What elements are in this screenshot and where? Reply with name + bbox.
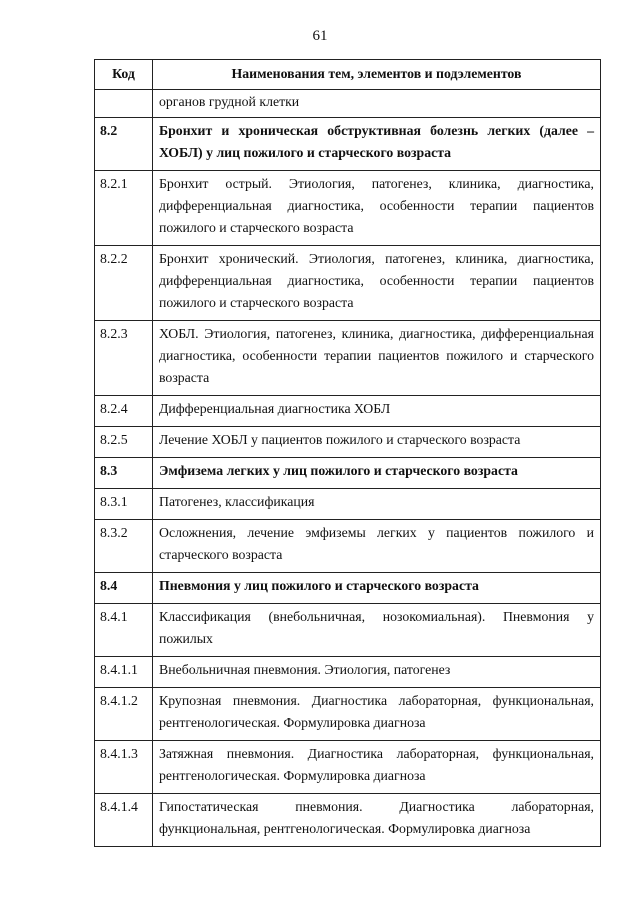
table-row [95, 246, 601, 321]
row-code: 8.3 [95, 458, 153, 489]
row-text: Гипостатическая пневмония. Диагностика лабораторная, функциональная, рентгенологическая. Формулировка диагноза [153, 794, 601, 847]
row-text: Бронхит хронический. Этиология, патогенез, клиника, диагностика, дифференциальная диагностика, особенности терапии пациентов пожилого и старческого возраста [153, 246, 601, 321]
table-row [95, 427, 601, 458]
row-code [95, 90, 153, 118]
row-text: Дифференциальная диагностика ХОБЛ [153, 396, 601, 427]
row-code: 8.2.3 [95, 321, 153, 396]
row-code: 8.3.1 [95, 489, 153, 520]
row-text: Патогенез, классификация [153, 489, 601, 520]
row-code: 8.2.5 [95, 427, 153, 458]
table-row [95, 604, 601, 657]
table-row [95, 90, 601, 118]
page-number: 61 [312, 28, 328, 44]
header-code: Код [95, 60, 153, 90]
row-text: Лечение ХОБЛ у пациентов пожилого и старческого возраста [153, 427, 601, 458]
row-text: Бронхит и хроническая обструктивная болезнь легких (далее – ХОБЛ) у лиц пожилого и старческого возраста [153, 118, 601, 171]
row-code: 8.4.1.4 [95, 794, 153, 847]
table-row [95, 489, 601, 520]
table-row [95, 520, 601, 573]
table-row [95, 657, 601, 688]
row-code: 8.4 [95, 573, 153, 604]
table-row [95, 794, 601, 847]
row-text: Бронхит острый. Этиология, патогенез, клиника, диагностика, дифференциальная диагностика, особенности терапии пациентов пожилого и старческого возраста [153, 171, 601, 246]
table-row [95, 321, 601, 396]
row-code: 8.2.1 [95, 171, 153, 246]
curriculum-table [94, 59, 601, 847]
table-row [95, 741, 601, 794]
row-code: 8.4.1.2 [95, 688, 153, 741]
row-code: 8.2 [95, 118, 153, 171]
row-text: Эмфизема легких у лиц пожилого и старческого возраста [153, 458, 601, 489]
row-text: ХОБЛ. Этиология, патогенез, клиника, диагностика, дифференциальная диагностика, особенности терапии пациентов пожилого и старческого возраста [153, 321, 601, 396]
row-code: 8.2.4 [95, 396, 153, 427]
row-code: 8.4.1.1 [95, 657, 153, 688]
row-text: Крупозная пневмония. Диагностика лабораторная, функциональная, рентгенологическая. Формулировка диагноза [153, 688, 601, 741]
row-code: 8.4.1 [95, 604, 153, 657]
row-code: 8.3.2 [95, 520, 153, 573]
table-row [95, 573, 601, 604]
table-header-row [95, 60, 601, 90]
table-row [95, 458, 601, 489]
row-code: 8.4.1.3 [95, 741, 153, 794]
table-body [95, 90, 601, 847]
table-row [95, 396, 601, 427]
row-text: Осложнения, лечение эмфиземы легких у пациентов пожилого и старческого возраста [153, 520, 601, 573]
table-row [95, 688, 601, 741]
row-text: Классификация (внебольничная, нозокомиальная). Пневмония у пожилых [153, 604, 601, 657]
table-row [95, 171, 601, 246]
row-text: Внебольничная пневмония. Этиология, патогенез [153, 657, 601, 688]
header-name: Наименования тем, элементов и подэлементов [153, 60, 601, 90]
row-code: 8.2.2 [95, 246, 153, 321]
row-text: Пневмония у лиц пожилого и старческого возраста [153, 573, 601, 604]
row-text: органов грудной клетки [153, 90, 601, 118]
row-text: Затяжная пневмония. Диагностика лабораторная, функциональная, рентгенологическая. Формулировка диагноза [153, 741, 601, 794]
table-row [95, 118, 601, 171]
